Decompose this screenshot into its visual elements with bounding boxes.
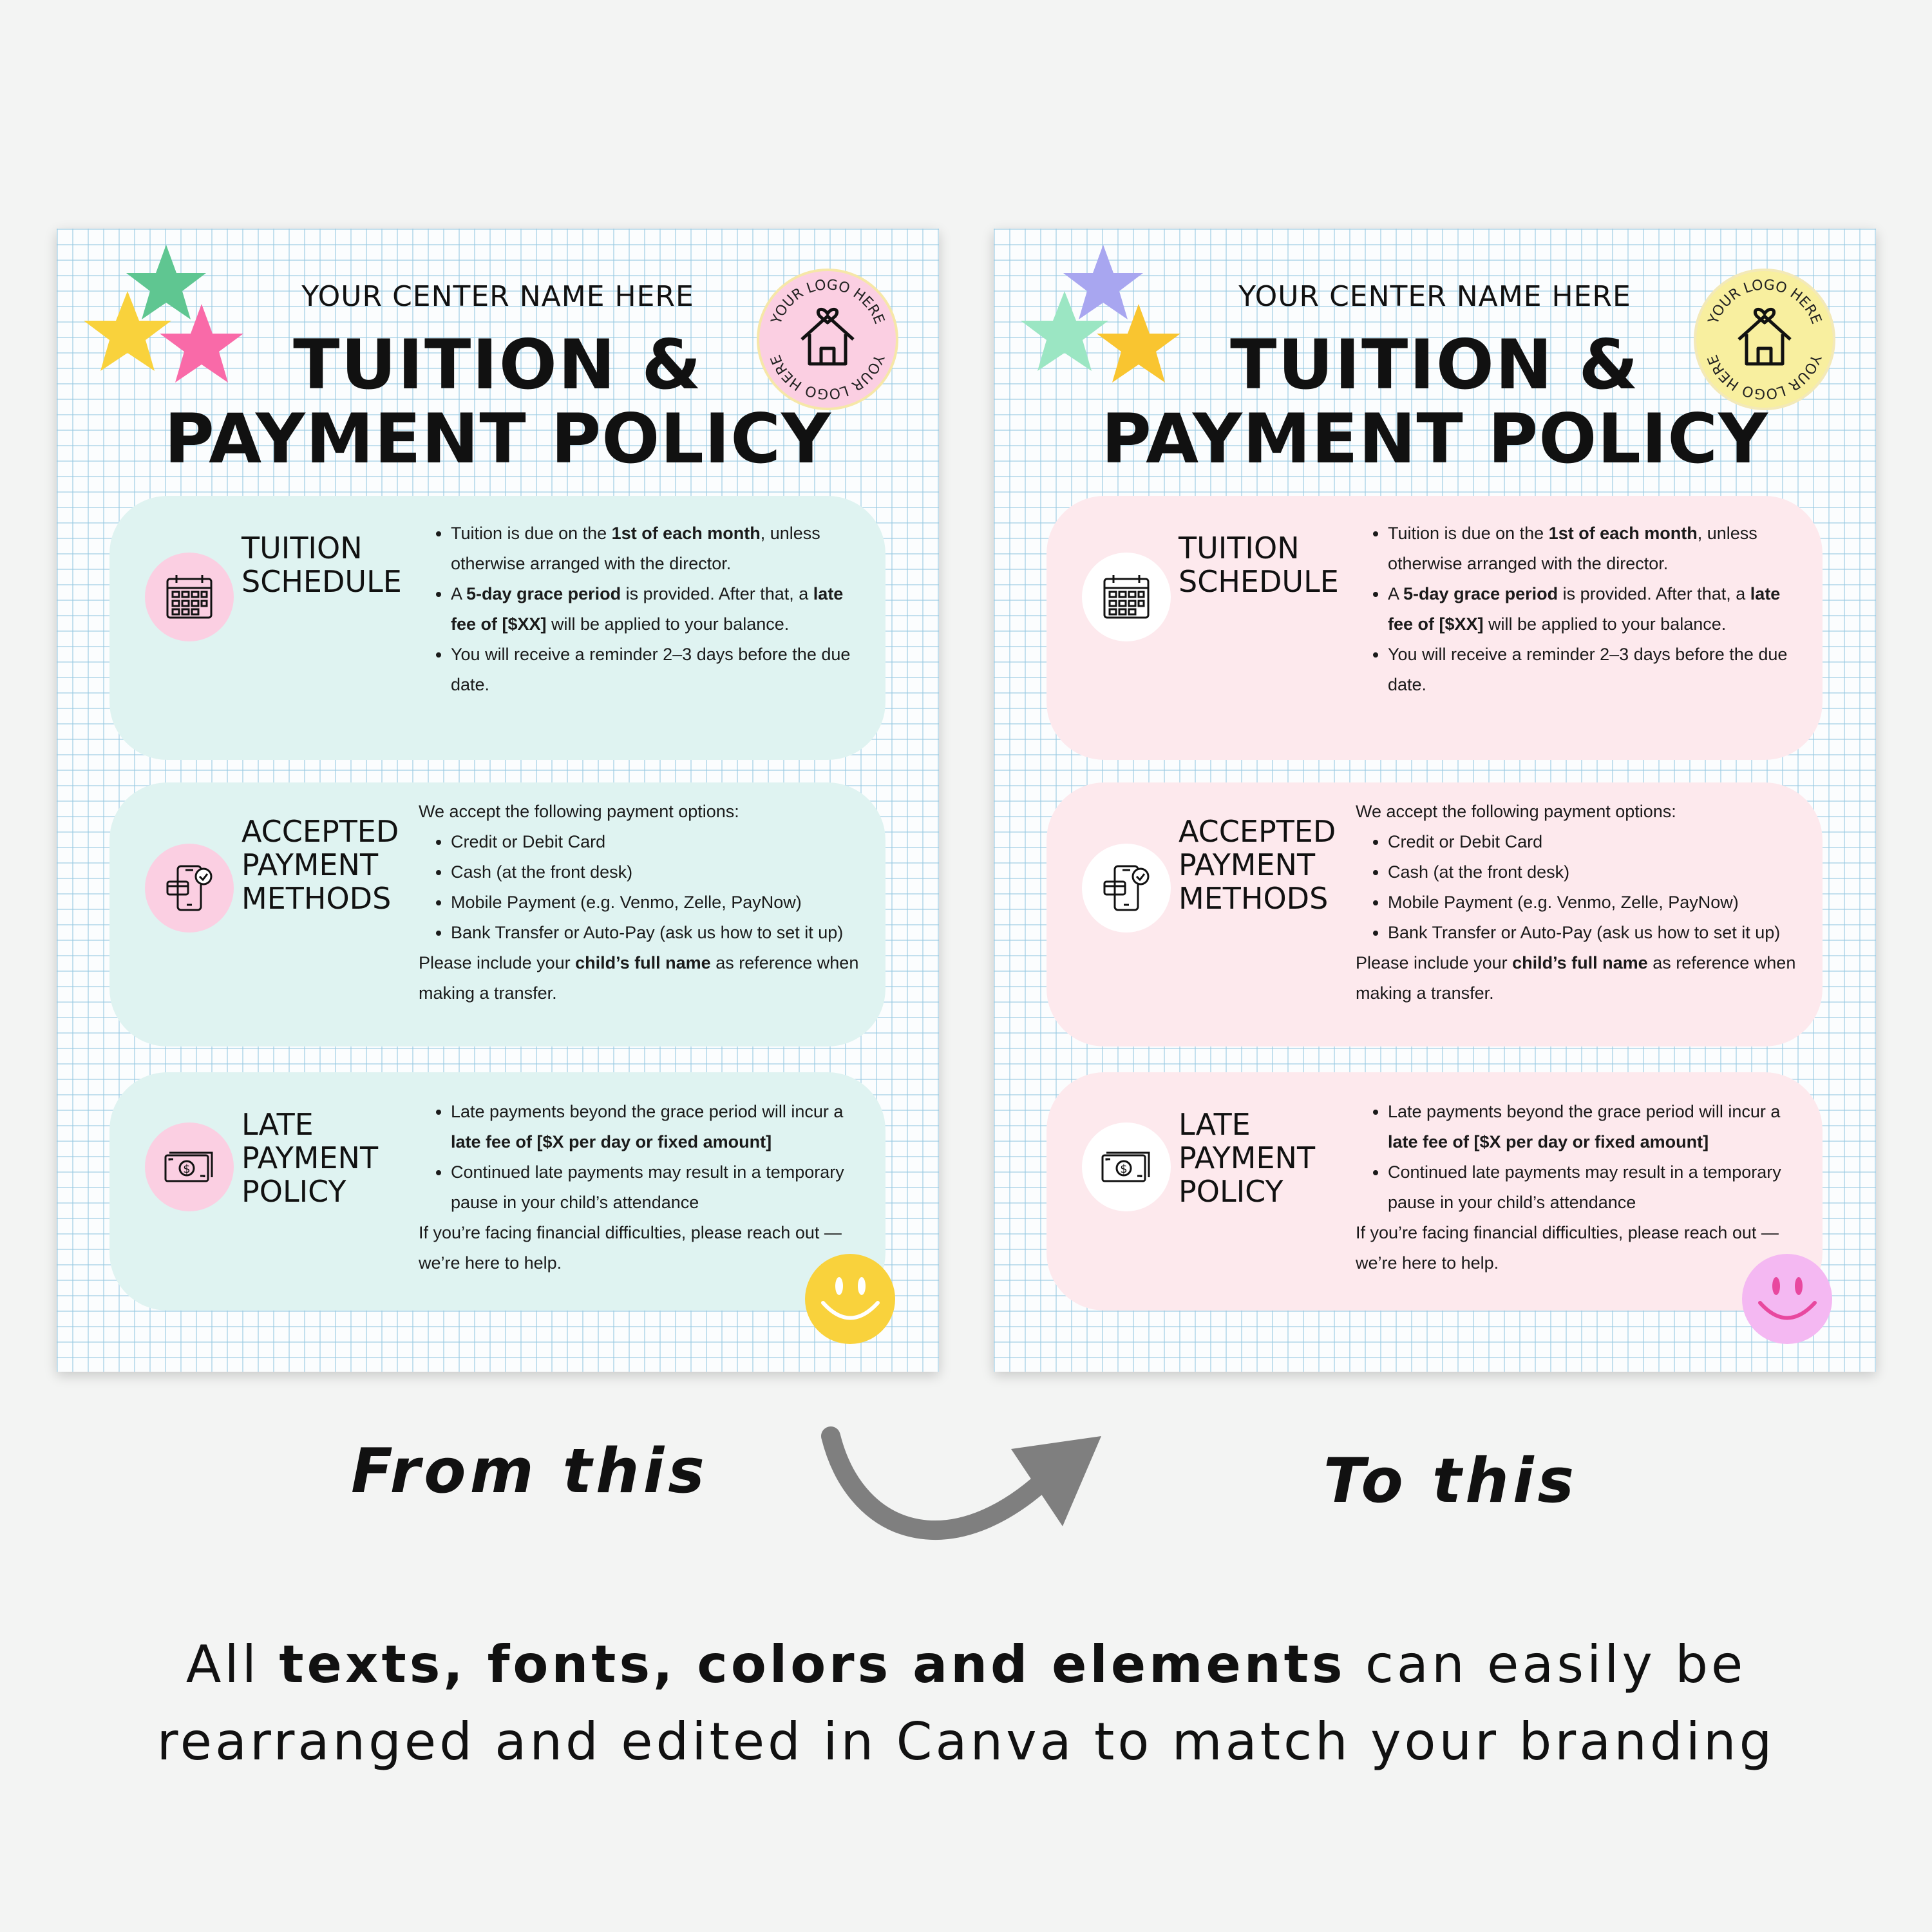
list-item: • Bank Transfer or Auto-Pay (ask us how to set it up) (451, 918, 873, 948)
list-item: • Bank Transfer or Auto-Pay (ask us how to set it up) (1388, 918, 1810, 948)
money-icon (1097, 1141, 1155, 1193)
svg-text:$: $ (183, 1162, 191, 1176)
title-line-2: PAYMENT POLICY (1101, 399, 1768, 478)
list-item: • Cash (at the front desk) (451, 857, 873, 887)
calendar-icon (164, 571, 215, 623)
section-title: ACCEPTED PAYMENT METHODS (1179, 814, 1336, 916)
section-title: ACCEPTED PAYMENT METHODS (242, 814, 399, 916)
section-title: TUITION SCHEDULE (1179, 531, 1339, 599)
list-item: • You will receive a reminder 2–3 days before the due date. (451, 639, 873, 700)
section-title: TUITION SCHEDULE (242, 531, 402, 599)
title-line-2: PAYMENT POLICY (164, 399, 831, 478)
center-name: YOUR CENTER NAME HERE (1238, 280, 1631, 313)
bottom-description-line-2: rearranged and edited in Canva to match your branding (156, 1712, 1776, 1772)
list-item: • Late payments beyond the grace period will incur a late fee of [$X per day or fixed amount] (1388, 1097, 1810, 1157)
tuition-schedule-card (109, 496, 886, 760)
section-body (419, 518, 873, 700)
calendar-icon (1101, 571, 1152, 623)
tuition-schedule-card (1046, 496, 1823, 760)
caption-to: To this (1323, 1446, 1578, 1517)
list-item: • Mobile Payment (e.g. Venmo, Zelle, PayNow) (451, 887, 873, 918)
late-payment-card (1046, 1072, 1823, 1311)
list-item: • A 5-day grace period is provided. After that, a late fee of [$XX] will be applied to your balance. (451, 579, 873, 639)
section-body: We accept the following payment options: • Credit or Debit Card • Cash (at the front desk) • Mobile Payment (e.g. Venmo, Zelle, PayNow) • Bank Transfer or Auto-Pay (ask us how to set it up) Please include your child’s full name as reference when making a transfer. (419, 797, 873, 1009)
list-item: • A 5-day grace period is provided. After that, a late fee of [$XX] will be applied to your balance. (1388, 579, 1810, 639)
section-title: LATE PAYMENT POLICY (242, 1107, 379, 1209)
bottom-description-line-1: All texts, fonts, colors and elements can easily be (185, 1634, 1747, 1694)
title-line-1: TUITION & (293, 325, 703, 404)
icon-circle (145, 844, 234, 933)
list-item: • You will receive a reminder 2–3 days before the due date. (1388, 639, 1810, 700)
center-name: YOUR CENTER NAME HERE (301, 280, 694, 313)
curved-arrow-icon (818, 1423, 1108, 1571)
mobile-payment-icon (164, 862, 215, 914)
list-item: • Continued late payments may result in a temporary pause in your child’s attendance (451, 1157, 873, 1218)
icon-circle (145, 1122, 234, 1211)
section-body (1356, 518, 1810, 700)
title-line-1: TUITION & (1230, 325, 1640, 404)
list-item: • Continued late payments may result in a temporary pause in your child’s attendance (1388, 1157, 1810, 1218)
template-preview-before (57, 229, 939, 1372)
smiley-icon (804, 1253, 897, 1346)
list-item: • Credit or Debit Card (451, 827, 873, 857)
template-preview-after (994, 229, 1876, 1372)
smiley-icon (1741, 1253, 1834, 1346)
icon-circle (1082, 844, 1171, 933)
payment-methods-card (1046, 782, 1823, 1046)
logo-text: YOUR LOGO HERE (1705, 352, 1824, 402)
money-icon (160, 1141, 218, 1193)
section-body: • Late payments beyond the grace period will incur a late fee of [$X per day or fixed amount] • Continued late payments may result in a temporary pause in your child’s attendance If you’re facing financial difficulties, please reach out — we’re here to help. (419, 1097, 873, 1278)
icon-circle (1082, 553, 1171, 641)
list-item: • Tuition is due on the 1st of each month, unless otherwise arranged with the director. (1388, 518, 1810, 579)
section-title: LATE PAYMENT POLICY (1179, 1107, 1316, 1209)
mobile-payment-icon (1101, 862, 1152, 914)
list-item: • Late payments beyond the grace period will incur a late fee of [$X per day or fixed amount] (451, 1097, 873, 1157)
logo-text: YOUR LOGO HERE (1705, 277, 1824, 327)
list-item: • Tuition is due on the 1st of each month, unless otherwise arranged with the director. (451, 518, 873, 579)
section-body: • Late payments beyond the grace period will incur a late fee of [$X per day or fixed amount] • Continued late payments may result in a temporary pause in your child’s attendance If you’re facing financial difficulties, please reach out — we’re here to help. (1356, 1097, 1810, 1278)
section-body: We accept the following payment options: • Credit or Debit Card • Cash (at the front desk) • Mobile Payment (e.g. Venmo, Zelle, PayNow) • Bank Transfer or Auto-Pay (ask us how to set it up) Please include your child’s full name as reference when making a transfer. (1356, 797, 1810, 1009)
list-item: • Mobile Payment (e.g. Venmo, Zelle, PayNow) (1388, 887, 1810, 918)
icon-circle (145, 553, 234, 641)
list-item: • Credit or Debit Card (1388, 827, 1810, 857)
caption-from: From this (351, 1436, 708, 1507)
svg-text:$: $ (1120, 1162, 1128, 1176)
list-item: • Cash (at the front desk) (1388, 857, 1810, 887)
logo-text: YOUR LOGO HERE (768, 352, 887, 402)
icon-circle (1082, 1122, 1171, 1211)
payment-methods-card (109, 782, 886, 1046)
logo-text: YOUR LOGO HERE (768, 277, 887, 327)
late-payment-card (109, 1072, 886, 1311)
